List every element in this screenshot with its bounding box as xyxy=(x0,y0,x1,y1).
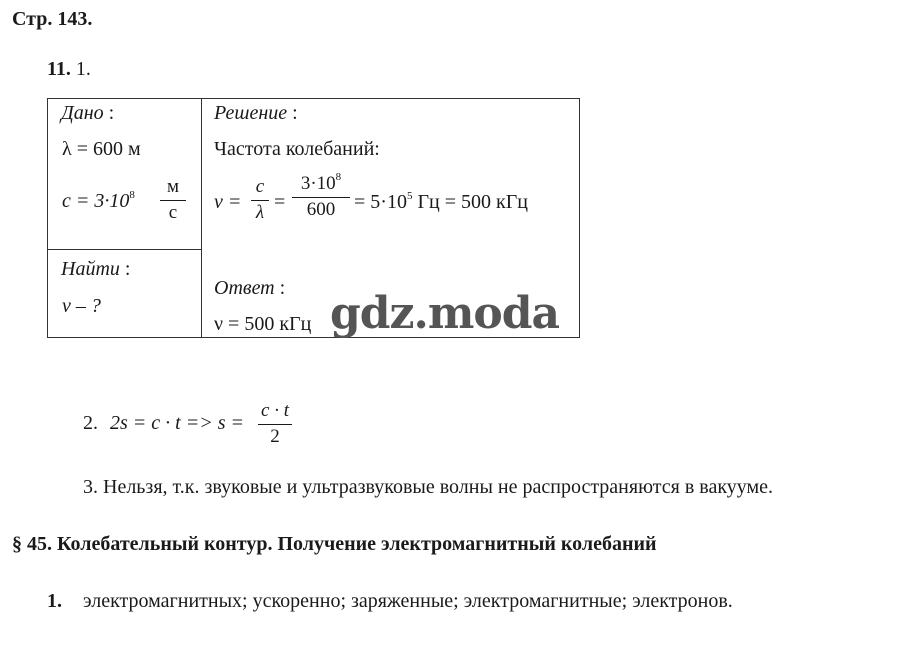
eq-denominator: 600 xyxy=(306,199,336,221)
table-border-right xyxy=(579,98,580,338)
find-label-text: Найти xyxy=(61,258,120,280)
solution-label-text: Решение xyxy=(214,102,288,124)
answer-label-text: Ответ xyxy=(214,277,275,299)
given-label-text: Дано xyxy=(61,102,104,124)
eq-c: c xyxy=(255,176,265,197)
answer-colon: : xyxy=(279,277,286,299)
c-lhs: c = 3·10 xyxy=(62,190,130,212)
task-number: 11. xyxy=(47,58,71,80)
table-divider-vertical xyxy=(201,98,202,338)
eq-fraction-bar xyxy=(292,197,350,198)
task-part: 1. xyxy=(75,58,91,80)
q1-number: 1. xyxy=(47,590,62,612)
q1-text: электромагнитных; ускоренно; заряженные; электромагнитные; электронов. xyxy=(83,590,733,612)
item2-equation: 2s = c · t => s = xyxy=(110,412,244,434)
item2-fraction-bar xyxy=(258,424,292,425)
c-unit-fraction xyxy=(160,176,186,224)
eq-result-tail: Гц = 500 кГц xyxy=(417,191,528,213)
c-unit-numerator: м xyxy=(166,176,180,197)
eq-lambda: λ xyxy=(255,202,265,224)
eq-c-bar xyxy=(251,200,269,201)
watermark-logo: gdz.moda xyxy=(330,288,560,339)
section-title: § 45. Колебательный контур. Получение электромагнитный колебаний xyxy=(12,533,657,555)
item2-denominator: 2 xyxy=(270,426,280,448)
answer-label xyxy=(214,277,285,300)
page-header: Стр. 143. xyxy=(12,8,93,30)
eq-result-base: = 5·10 xyxy=(354,191,407,213)
find-value: ν – ? xyxy=(62,295,101,317)
task-number-line xyxy=(47,58,91,81)
eq-numerator-base: 3·10 xyxy=(300,173,336,194)
find-colon: : xyxy=(124,258,131,280)
c-unit-bar xyxy=(160,200,186,201)
eq-equals: = xyxy=(274,191,286,213)
c-value xyxy=(62,190,135,213)
lambda-value: λ = 600 м xyxy=(62,138,141,160)
eq-c-over-lambda xyxy=(251,176,269,224)
c-unit-denominator: с xyxy=(168,202,178,224)
eq-result-exponent: 5 xyxy=(406,190,413,202)
c-exponent: 8 xyxy=(129,189,135,201)
solution-colon: : xyxy=(292,102,298,124)
solution-label xyxy=(214,102,298,125)
answer-value: ν = 500 кГц xyxy=(214,313,312,335)
item2-number: 2. xyxy=(83,412,98,434)
table-border-top xyxy=(47,98,580,99)
given-colon: : xyxy=(108,102,115,124)
table-border-left xyxy=(47,98,48,338)
eq-numerator xyxy=(292,173,350,195)
eq-nu: ν = xyxy=(214,191,242,213)
find-label xyxy=(61,258,130,281)
eq-fraction xyxy=(292,173,350,221)
given-label xyxy=(61,102,114,125)
table-divider-horizontal xyxy=(47,249,202,250)
frequency-text: Частота колебаний: xyxy=(214,138,380,160)
item2-fraction xyxy=(258,400,292,448)
eq-result xyxy=(354,191,528,214)
item3-text: 3. Нельзя, т.к. звуковые и ультразвуковые волны не распространяются в вакууме. xyxy=(83,476,774,498)
eq-numerator-exponent: 8 xyxy=(335,171,342,183)
item2-numerator: c · t xyxy=(261,400,289,421)
